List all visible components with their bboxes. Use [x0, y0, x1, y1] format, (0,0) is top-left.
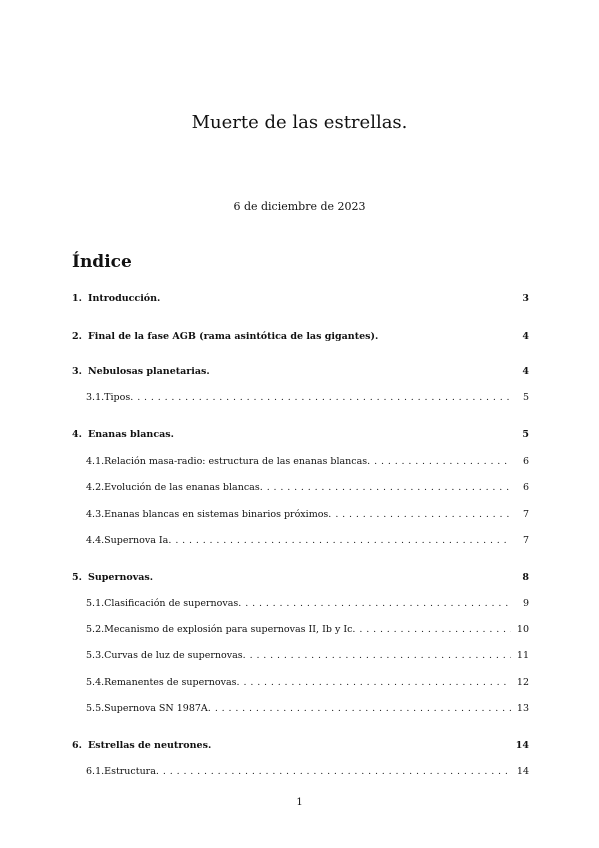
- toc-entry-number: 5.3.: [86, 650, 105, 661]
- toc-entry-estructura[interactable]: [72, 766, 529, 778]
- toc-entry-number: 3.: [72, 366, 82, 377]
- toc-entry-label: Tipos.: [104, 392, 134, 403]
- toc-entry-evolucion-enanas-blancas[interactable]: [72, 482, 529, 494]
- toc-entry-number: 3.1.: [86, 392, 105, 403]
- toc-entry-page: 12: [516, 677, 529, 688]
- toc-leader-dots: [374, 456, 511, 468]
- toc-leader-dots: [245, 598, 511, 610]
- toc-entry-sistemas-binarios[interactable]: [72, 509, 529, 521]
- toc-leader-dots: [175, 535, 511, 547]
- toc-entry-label: Introducción.: [88, 293, 161, 304]
- toc-entry-number: 4.4.: [86, 535, 105, 546]
- toc-entry-number: 5.2.: [86, 624, 105, 635]
- toc-entry-label: Remanentes de supernovas.: [104, 677, 240, 688]
- toc-entry-supernova-ia[interactable]: [72, 535, 529, 547]
- toc-entry-label: Estrellas de neutrones.: [88, 740, 212, 751]
- toc-leader-dots: [137, 392, 511, 404]
- toc-entry-number: 5.5.: [86, 703, 105, 714]
- toc-entry-page: 13: [516, 703, 529, 714]
- toc-entry-number: 4.3.: [86, 509, 105, 520]
- toc-entry-page: 11: [516, 650, 529, 661]
- toc-leader-dots: [163, 766, 511, 778]
- toc-entry-remanentes[interactable]: [72, 677, 529, 689]
- toc-entry-label: Mecanismo de explosión para supernovas II, Ib y Ic.: [104, 624, 356, 635]
- toc-entry-page: 4: [522, 366, 529, 377]
- toc-entry-page: 7: [522, 535, 529, 546]
- toc-entry-estrellas-neutrones[interactable]: [72, 740, 529, 752]
- toc-entry-label: Supernova SN 1987A.: [104, 703, 211, 714]
- page-number: 1: [296, 797, 303, 808]
- toc-entry-label: Relación masa-radio: estructura de las enanas blancas.: [104, 456, 371, 467]
- toc-entry-label: Supernova Ia.: [104, 535, 172, 546]
- toc-entry-final-fase-agb[interactable]: [72, 331, 529, 343]
- toc-entry-label: Clasificación de supernovas.: [104, 598, 242, 609]
- toc-leader-dots: [267, 482, 511, 494]
- toc-entry-mecanismo-explosion[interactable]: [72, 624, 529, 636]
- toc-entry-page: 6: [522, 482, 529, 493]
- toc-entry-number: 4.1.: [86, 456, 105, 467]
- toc-entry-supernovas[interactable]: [72, 572, 529, 584]
- toc-leader-dots: [250, 650, 511, 662]
- toc-entry-page: 8: [522, 572, 529, 583]
- toc-entry-number: 5.1.: [86, 598, 105, 609]
- toc-entry-label: Enanas blancas.: [88, 429, 174, 440]
- toc-entry-page: 5: [522, 392, 529, 403]
- toc-entry-page: 5: [522, 429, 529, 440]
- toc-leader-dots: [335, 509, 511, 521]
- document-date: 6 de diciembre de 2023: [233, 200, 366, 213]
- toc-entry-clasificacion-supernovas[interactable]: [72, 598, 529, 610]
- toc-entry-number: 2.: [72, 331, 82, 342]
- toc-entry-page: 10: [516, 624, 529, 635]
- toc-entry-page: 7: [522, 509, 529, 520]
- toc-entry-relacion-masa-radio[interactable]: [72, 456, 529, 468]
- toc-leader-dots: [359, 624, 510, 636]
- toc-entry-nebulosas-planetarias[interactable]: [72, 366, 529, 378]
- toc-entry-label: Evolución de las enanas blancas.: [104, 482, 263, 493]
- toc-leader-dots: [215, 703, 511, 715]
- toc-entry-number: 6.1.: [86, 766, 105, 777]
- toc-entry-sn-1987a[interactable]: [72, 703, 529, 715]
- toc-entry-label: Curvas de luz de supernovas.: [104, 650, 246, 661]
- toc-entry-number: 5.4.: [86, 677, 105, 688]
- toc-entry-tipos[interactable]: [72, 392, 529, 404]
- toc-entry-label: Estructura.: [104, 766, 159, 777]
- toc-entry-label: Nebulosas planetarias.: [88, 366, 210, 377]
- toc-entry-enanas-blancas[interactable]: [72, 429, 529, 441]
- toc-entry-number: 6.: [72, 740, 82, 751]
- toc-entry-page: 14: [515, 740, 529, 751]
- toc-entry-label: Final de la fase AGB (rama asintótica de las gigantes).: [88, 331, 379, 342]
- toc-entry-number: 4.: [72, 429, 82, 440]
- toc-entry-curvas-de-luz[interactable]: [72, 650, 529, 662]
- toc-entry-number: 4.2.: [86, 482, 105, 493]
- toc-entry-label: Supernovas.: [88, 572, 154, 583]
- toc-entry-number: 1.: [72, 293, 82, 304]
- toc-entry-page: 9: [522, 598, 529, 609]
- document-title: Muerte de las estrellas.: [191, 112, 408, 133]
- toc-entry-page: 14: [516, 766, 529, 777]
- toc-leader-dots: [244, 677, 511, 689]
- toc-entry-introduccion[interactable]: [72, 293, 529, 305]
- toc-heading: Índice: [72, 252, 132, 272]
- toc-entry-page: 3: [522, 293, 529, 304]
- toc-entry-label: Enanas blancas en sistemas binarios próximos.: [104, 509, 332, 520]
- toc-entry-page: 6: [522, 456, 529, 467]
- toc-entry-page: 4: [522, 331, 529, 342]
- toc-entry-number: 5.: [72, 572, 82, 583]
